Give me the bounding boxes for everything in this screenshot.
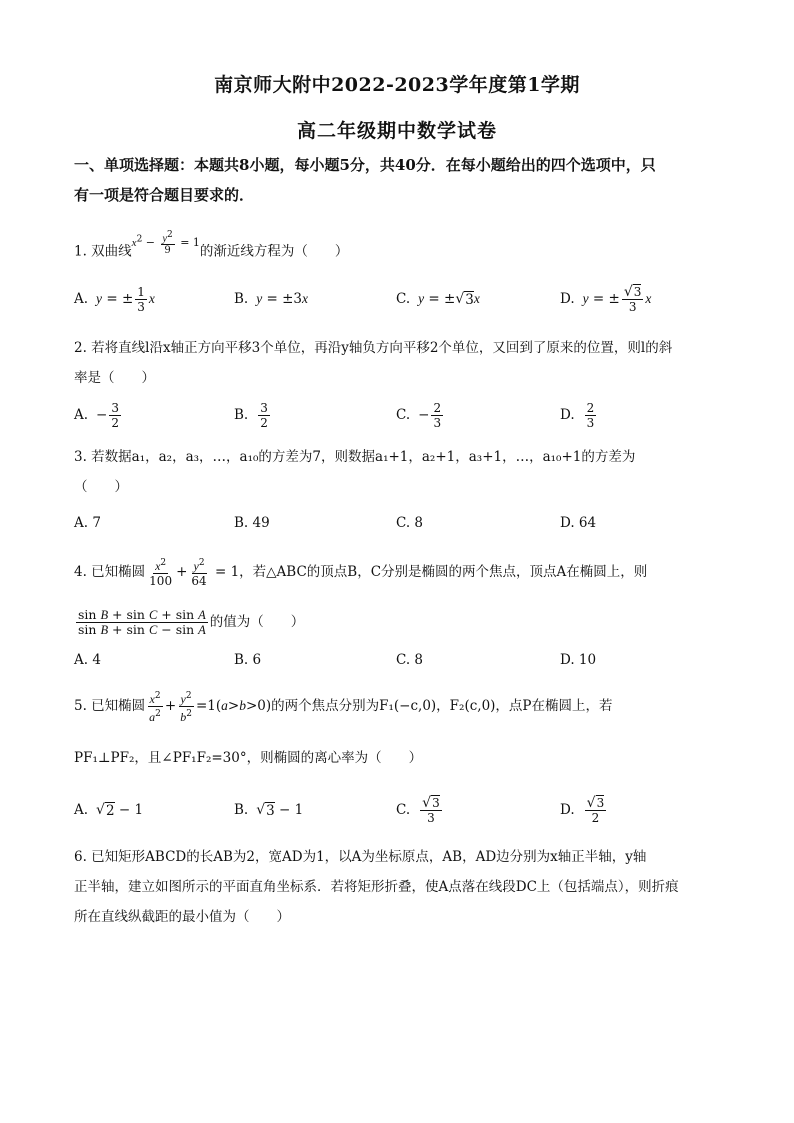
- q5-mid: 的两个焦点分别为F₁(−c,0)，F₂(c,0)，点P在椭圆上，若: [271, 698, 613, 714]
- q4-options: [74, 645, 724, 675]
- q4-option-a[interactable]: A. 4: [74, 652, 101, 668]
- q4-expression-line: [74, 604, 724, 640]
- question-1: [74, 229, 724, 268]
- q1-prefix: 1. 双曲线: [74, 243, 132, 260]
- q2-line-1: 2. 若将直线l沿x轴正方向平移3个单位，再沿y轴负方向平移2个单位，又回到了原来的位置，则l的斜: [74, 340, 673, 356]
- section-heading: [74, 150, 724, 210]
- q5-options: [74, 795, 724, 825]
- q3-option-c[interactable]: C. 8: [396, 515, 424, 531]
- q3-option-a[interactable]: A. 7: [74, 515, 101, 531]
- q3-line-1: 3. 若数据a₁，a₂，a₃，…，a₁₀的方差为7，则数据a₁+1，a₂+1，a₃+1，…，a₁₀+1的方差为: [74, 449, 636, 465]
- q1-option-a[interactable]: A. y = ± $\frac{1}{3}$ x: [74, 284, 155, 314]
- q4-suffix: 的值为（ ）: [209, 614, 305, 630]
- q3-line-2: （ ）: [74, 479, 128, 495]
- q1-equation: x2 − y2 9 = 1: [131, 229, 200, 256]
- q4-ellipse-y: $\frac{y^2}{64}$: [191, 558, 207, 588]
- question-5: 5. 已知椭圆 $\frac{x^2}{a^2}$ + $\frac{y^2}{b^2}$ =1( a > b >0) 的两个焦点分别为F₁(−c,0)，F₂(c,0)，点P在椭圆上，若: [74, 690, 613, 724]
- q6-line-3: 所在直线纵截距的最小值为（ ）: [74, 909, 290, 925]
- question-3: [74, 442, 724, 502]
- q1-option-c[interactable]: C. y = ± √ 3 x: [396, 291, 480, 308]
- exam-title: 南京师大附中2022-2023学年度第1学期: [214, 74, 580, 96]
- q2-options: [74, 400, 724, 430]
- section-line-2: 有一项是符合题目要求的．: [74, 186, 255, 204]
- q1-options: [74, 284, 724, 314]
- q4-ellipse-x: $\frac{x^2}{100}$: [149, 558, 173, 588]
- q2-option-b[interactable]: B. $\frac{3}{2}$: [234, 400, 268, 430]
- q4-mid: ，若△ABC的顶点B，C分别是椭圆的两个焦点，顶点A在椭圆上，则: [239, 564, 648, 580]
- question-4: 4. 已知椭圆 $\frac{x^2}{100}$ + $\frac{y^2}{64}$ = 1 ，若△ABC的顶点B，C分别是椭圆的两个焦点，顶点A在椭圆上，则: [74, 558, 648, 588]
- q6-line-1: 6. 已知矩形ABCD的长AB为2，宽AD为1，以A为坐标原点，AB，AD边分别为x轴正半轴，y轴: [74, 849, 647, 865]
- q1-option-b[interactable]: B. y = ±3 x: [234, 291, 309, 307]
- q2-line-2: 率是（ ）: [74, 370, 155, 386]
- q5-option-d[interactable]: D. $\frac{√3}{2}$: [560, 794, 605, 825]
- q4-option-b[interactable]: B. 6: [234, 652, 262, 668]
- q3-options: [74, 508, 724, 538]
- q3-option-d[interactable]: D. 64: [560, 515, 597, 531]
- q5-prefix: 5. 已知椭圆: [74, 698, 146, 714]
- q4-prefix: 4. 已知椭圆: [74, 564, 146, 580]
- q2-option-d[interactable]: D. $\frac{2}{3}$: [560, 400, 595, 430]
- q5-option-c[interactable]: C. $\frac{√3}{3}$: [396, 794, 440, 825]
- exam-subtitle: 高二年级期中数学试卷: [296, 120, 497, 142]
- q4-option-c[interactable]: C. 8: [396, 652, 424, 668]
- q5-line-2: PF₁⊥PF₂，且∠PF₁F₂=30°，则椭圆的离心率为（ ）: [74, 750, 423, 766]
- q5-option-a[interactable]: A. √ 2 − 1: [74, 802, 144, 819]
- q3-option-b[interactable]: B. 49: [234, 515, 270, 531]
- q5-option-b[interactable]: B. √ 3 − 1: [234, 802, 304, 819]
- q4-option-d[interactable]: D. 10: [560, 652, 597, 668]
- q2-option-a[interactable]: A. − $\frac{3}{2}$: [74, 400, 119, 430]
- question-6: [74, 842, 724, 932]
- q4-sine-ratio: $\frac{\text{sin B + sin C + sin A}}{\text{sin B + sin C − sin A}}$: [78, 606, 206, 637]
- section-line-1: 一、单项选择题：本题共8小题，每小题5分，共40分．在每小题给出的四个选项中，只: [74, 156, 656, 174]
- q6-line-2: 正半轴，建立如图所示的平面直角坐标系．若将矩形折叠，使A点落在线段DC上（包括端点），则折痕: [74, 879, 679, 895]
- q1-option-d[interactable]: D. y = ± $\frac{√3}{3}$ x: [560, 283, 652, 314]
- question-2: [74, 333, 724, 393]
- q1-suffix: 的渐近线方程为（ ）: [199, 243, 349, 260]
- q2-option-c[interactable]: C. − $\frac{2}{3}$: [396, 400, 442, 430]
